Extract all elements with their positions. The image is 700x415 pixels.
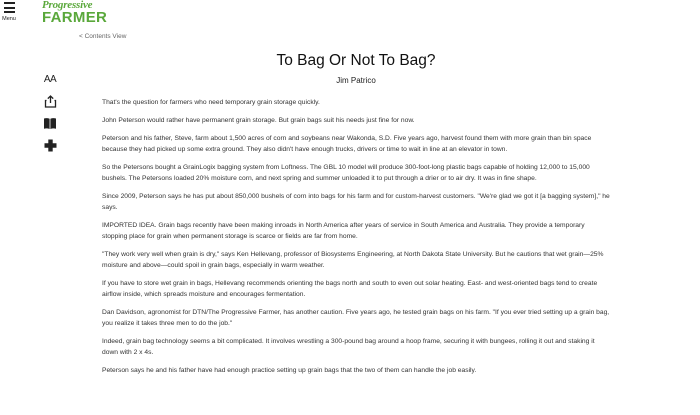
add-button[interactable] bbox=[41, 136, 59, 154]
share-button[interactable] bbox=[41, 92, 59, 110]
menu-button[interactable] bbox=[1, 2, 17, 22]
article-paragraph: IMPORTED IDEA. Grain bags recently have been making inroads in North America after years of service in South America and Australia. They provide a temporary stopping place for grain when permanent storage is scarce or fields are far from home. bbox=[102, 222, 585, 240]
share-icon bbox=[44, 95, 57, 108]
hamburger-icon bbox=[4, 2, 15, 13]
book-icon bbox=[43, 117, 57, 130]
article-paragraph: Peterson and his father, Steve, farm about 1,500 acres of corn and soybeans near Wakonda, S.D. Five years ago, harvest found them with more grain than bin space because they had picked up some extra ground. They also didn't have enough trucks, drivers or time to wait in line at an elevator in town. bbox=[102, 135, 592, 153]
logo-line2: FARMER bbox=[42, 9, 108, 26]
article-paragraph: "They work very well when grain is dry," says Ken Hellevang, professor of Biosystems Engineering, at North Dakota State University. But he cautions that wet grain—25% moisture and above—could spoil in grain bags, especially in warm weather. bbox=[102, 251, 604, 269]
article-paragraph: If you have to store wet grain in bags, Hellevang recommends orienting the bags north and south to even out solar heating. East- and west-oriented bags tend to create airflow inside, which spreads moisture and encourages fermentation. bbox=[102, 280, 598, 298]
article-paragraph: So the Petersons bought a GrainLogix bagging system from Loftness. The GBL 10 model will produce 300-foot-long plastic bags capable of holding 12,000 to 15,000 bushels. The Petersons loaded 20% moisture corn, and next spring and summer unloaded it to put through a drier or to air dry. It was in fine shape. bbox=[102, 164, 590, 182]
contents-view-link[interactable]: < Contents View bbox=[79, 33, 127, 40]
article-paragraph: Peterson says he and his father have had enough practice setting up grain bags that the two of them can handle the job easily. bbox=[102, 367, 477, 374]
article-paragraph: Since 2009, Peterson says he has put about 850,000 bushels of corn into bags for his farm and for custom-harvest customers. "We're glad we got it [a bagging system]," he says. bbox=[102, 193, 610, 211]
add-icon bbox=[44, 139, 57, 152]
text-size-button[interactable] bbox=[41, 70, 59, 88]
article-paragraph: That's the question for farmers who need temporary grain storage quickly. bbox=[102, 99, 320, 106]
menu-label: Menu bbox=[2, 15, 16, 22]
article-paragraph: Indeed, grain bag technology seems a bit complicated. It involves wrestling a 300-pound bag around a hoop frame, securing it with bungees, rolling it out and staking it down with 2 x 4s. bbox=[102, 338, 595, 356]
publication-logo[interactable] bbox=[42, 0, 107, 25]
article-author: Jim Patrico bbox=[336, 76, 376, 85]
text-size-icon: AA bbox=[43, 73, 57, 85]
article-title: To Bag Or Not To Bag? bbox=[276, 52, 436, 69]
contents-book-button[interactable] bbox=[41, 114, 59, 132]
article-paragraph: John Peterson would rather have permanent grain storage. But grain bags suit his needs just fine for now. bbox=[102, 117, 415, 124]
logo-line1: Progressive bbox=[42, 0, 93, 11]
reader-toolbar bbox=[41, 70, 59, 158]
article-paragraph: Dan Davidson, agronomist for DTN/The Progressive Farmer, has another caution. Five years ago, he tested grain bags on his farm. "If you ever tried setting up a grain bag, you realize it takes three men to do the job." bbox=[102, 309, 610, 327]
article-body bbox=[102, 97, 610, 383]
